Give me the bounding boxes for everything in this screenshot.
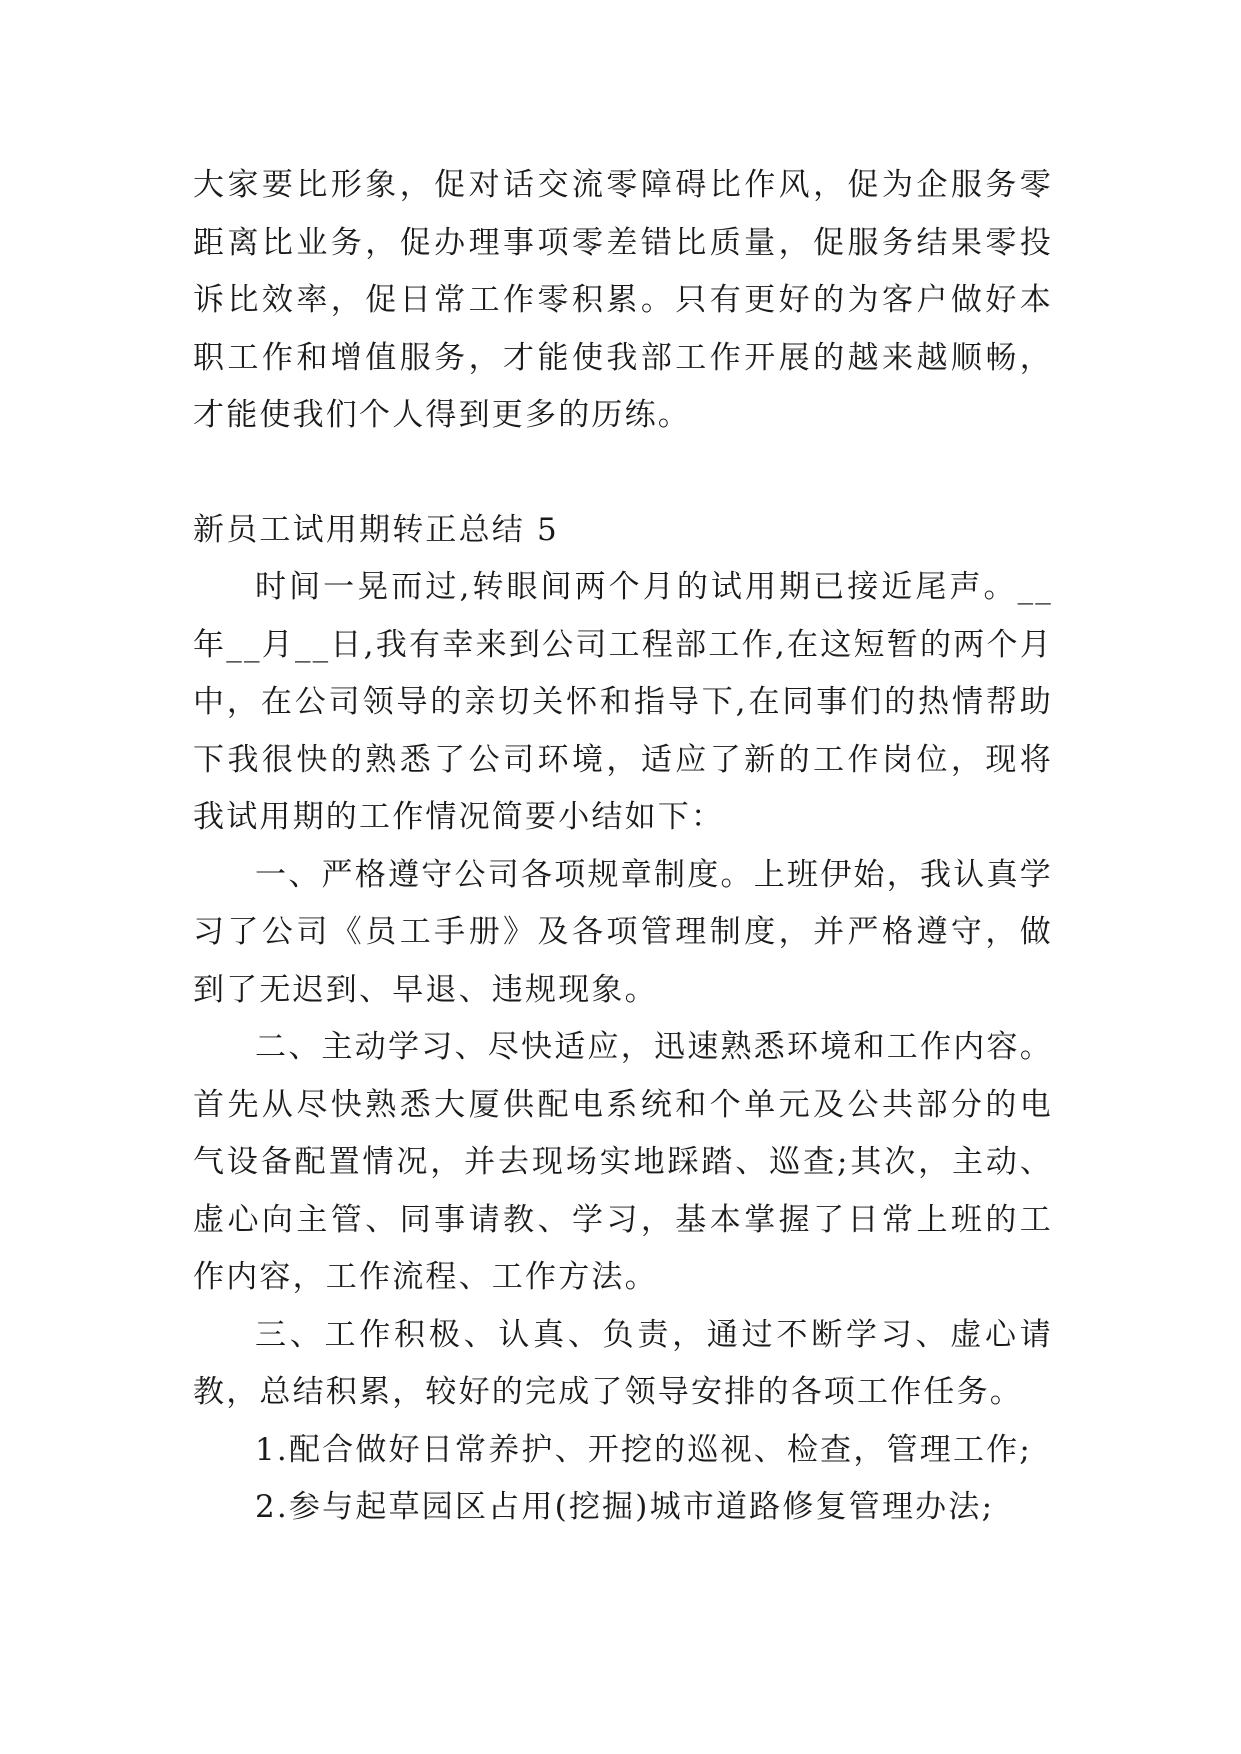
section-heading: 新员工试用期转正总结 5 — [193, 511, 559, 548]
list-item-1: 1.配合做好日常养护、开挖的巡视、检查，管理工作; — [255, 1431, 1033, 1468]
point-one-paragraph: 一、严格遵守公司各项规章制度。上班伊始，我认真学习了公司《员工手册》及各项管理制度，并严格遵守，做到了无迟到、早退、违规现象。 — [193, 856, 1053, 1008]
document-body — [193, 157, 1053, 1537]
point-three-paragraph: 三、工作积极、认真、负责，通过不断学习、虚心请教，总结积累，较好的完成了领导安排的各项工作任务。 — [193, 1316, 1053, 1410]
continuation-paragraph: 大家要比形象，促对话交流零障碍比作风，促为企服务零距离比业务，促办理事项零差错比质量，促服务结果零投诉比效率，促日常工作零积累。只有更好的为客户做好本职工作和增值服务，才能使我部工作开展的越来越顺畅，才能使我们个人得到更多的历练。 — [193, 167, 1053, 433]
list-item-2: 2.参与起草园区占用(挖掘)城市道路修复管理办法; — [255, 1489, 995, 1525]
point-two-paragraph: 二、主动学习、尽快适应，迅速熟悉环境和工作内容。首先从尽快熟悉大厦供配电系统和个单元及公共部分的电气设备配置情况，并去现场实地踩踏、巡查;其次，主动、虚心向主管、同事请教、学习，基本掌握了日常上班的工作内容，工作流程、工作方法。 — [193, 1029, 1053, 1295]
section-spacer — [193, 445, 1053, 502]
intro-paragraph: 时间一晃而过,转眼间两个月的试用期已接近尾声。__年__月__日,我有幸来到公司工程部工作,在这短暂的两个月中，在公司领导的亲切关怀和指导下,在同事们的热情帮助下我很快的熟悉了公司环境，适应了新的工作岗位，现将我试用期的工作情况简要小结如下： — [193, 569, 1053, 835]
